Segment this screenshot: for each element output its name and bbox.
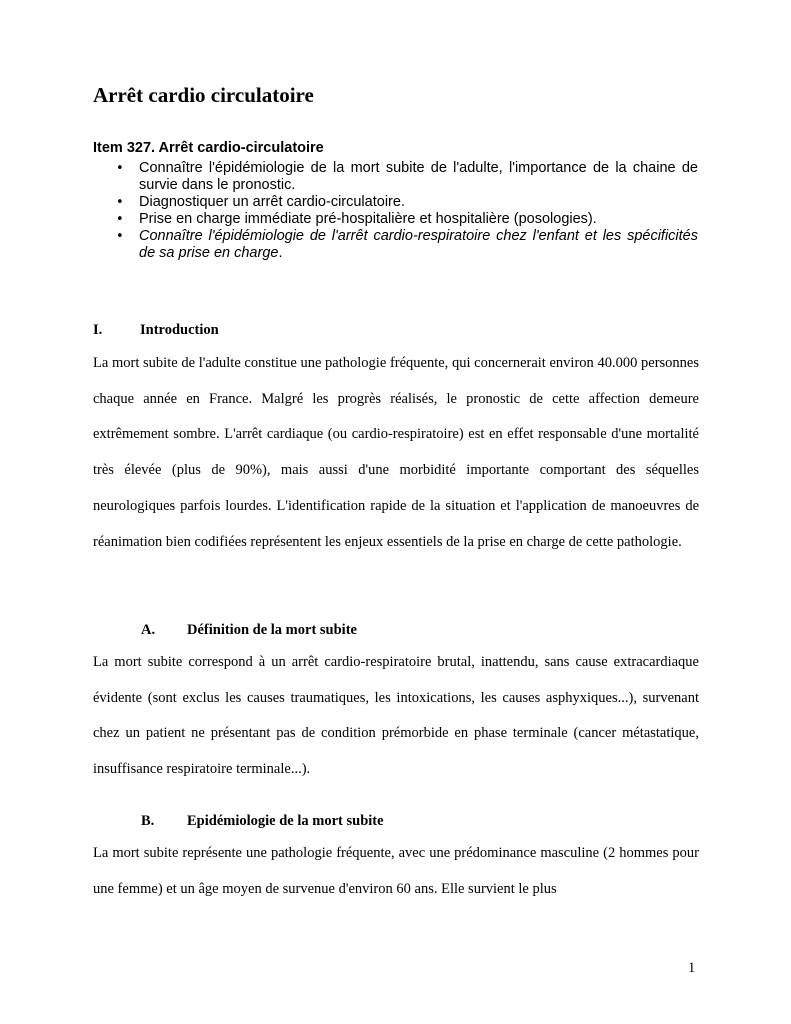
objective-item: • Prise en charge immédiate pré-hospitalière et hospitalière (posologies). (114, 211, 698, 228)
objective-text: Connaître l'épidémiologie de l'arrêt cardio-respiratoire chez l'enfant et les spécificités de sa prise en charge (139, 228, 698, 261)
section-number: B. (141, 813, 155, 829)
objective-period: . (278, 245, 283, 261)
objectives-list (114, 160, 698, 262)
introduction-paragraph: La mort subite de l'adulte constitue une pathologie fréquente, qui concernerait environ 40.000 personnes chaque année en France. Malgré les progrès réalisés, le pronostic de cette affection demeure extrêmement sombre. L'arrêt cardiaque (ou cardio-respiratoire) est en effet responsable d'une mortalité très élevée (plus de 90%), mais aussi d'une morbidité importante comportant des séquelles neurologiques parfois lourdes. L'identification rapide de la situation et l'application de manoeuvres de réanimation bien codifiées représentent les enjeux essentiels de la prise en charge de cette pathologie. (93, 355, 699, 550)
section-title: Définition de la mort subite (187, 622, 357, 638)
objective-item (114, 228, 698, 262)
objective-item: • Connaître l'épidémiologie de la mort subite de l'adulte, l'importance de la chaine de survie dans le pronostic. (114, 160, 698, 194)
section-heading-introduction (93, 322, 219, 339)
document-title: Arrêt cardio circulatoire (93, 83, 314, 107)
epidemiology-paragraph: La mort subite représente une pathologie fréquente, avec une prédominance masculine (2 hommes pour une femme) et un âge moyen de survenue d'environ 60 ans. Elle survient le plus (93, 845, 699, 897)
item-heading: Item 327. Arrêt cardio-circulatoire (93, 140, 324, 156)
section-heading-epidemiology (141, 813, 384, 830)
page-number: 1 (688, 960, 696, 976)
objective-item: • Diagnostiquer un arrêt cardio-circulatoire. (114, 194, 698, 211)
section-title: Epidémiologie de la mort subite (187, 813, 384, 829)
definition-paragraph: La mort subite correspond à un arrêt cardio-respiratoire brutal, inattendu, sans cause extracardiaque évidente (sont exclus les causes traumatiques, les intoxications, les causes asphyxiques...), survenant chez un patient ne présentant pas de condition prémorbide en phase terminale (cancer métastatique, insuffisance respiratoire terminale...). (93, 654, 699, 778)
section-number: I. (93, 322, 103, 338)
section-title: Introduction (140, 322, 219, 338)
section-heading-definition (141, 622, 357, 639)
section-number: A. (141, 622, 156, 638)
